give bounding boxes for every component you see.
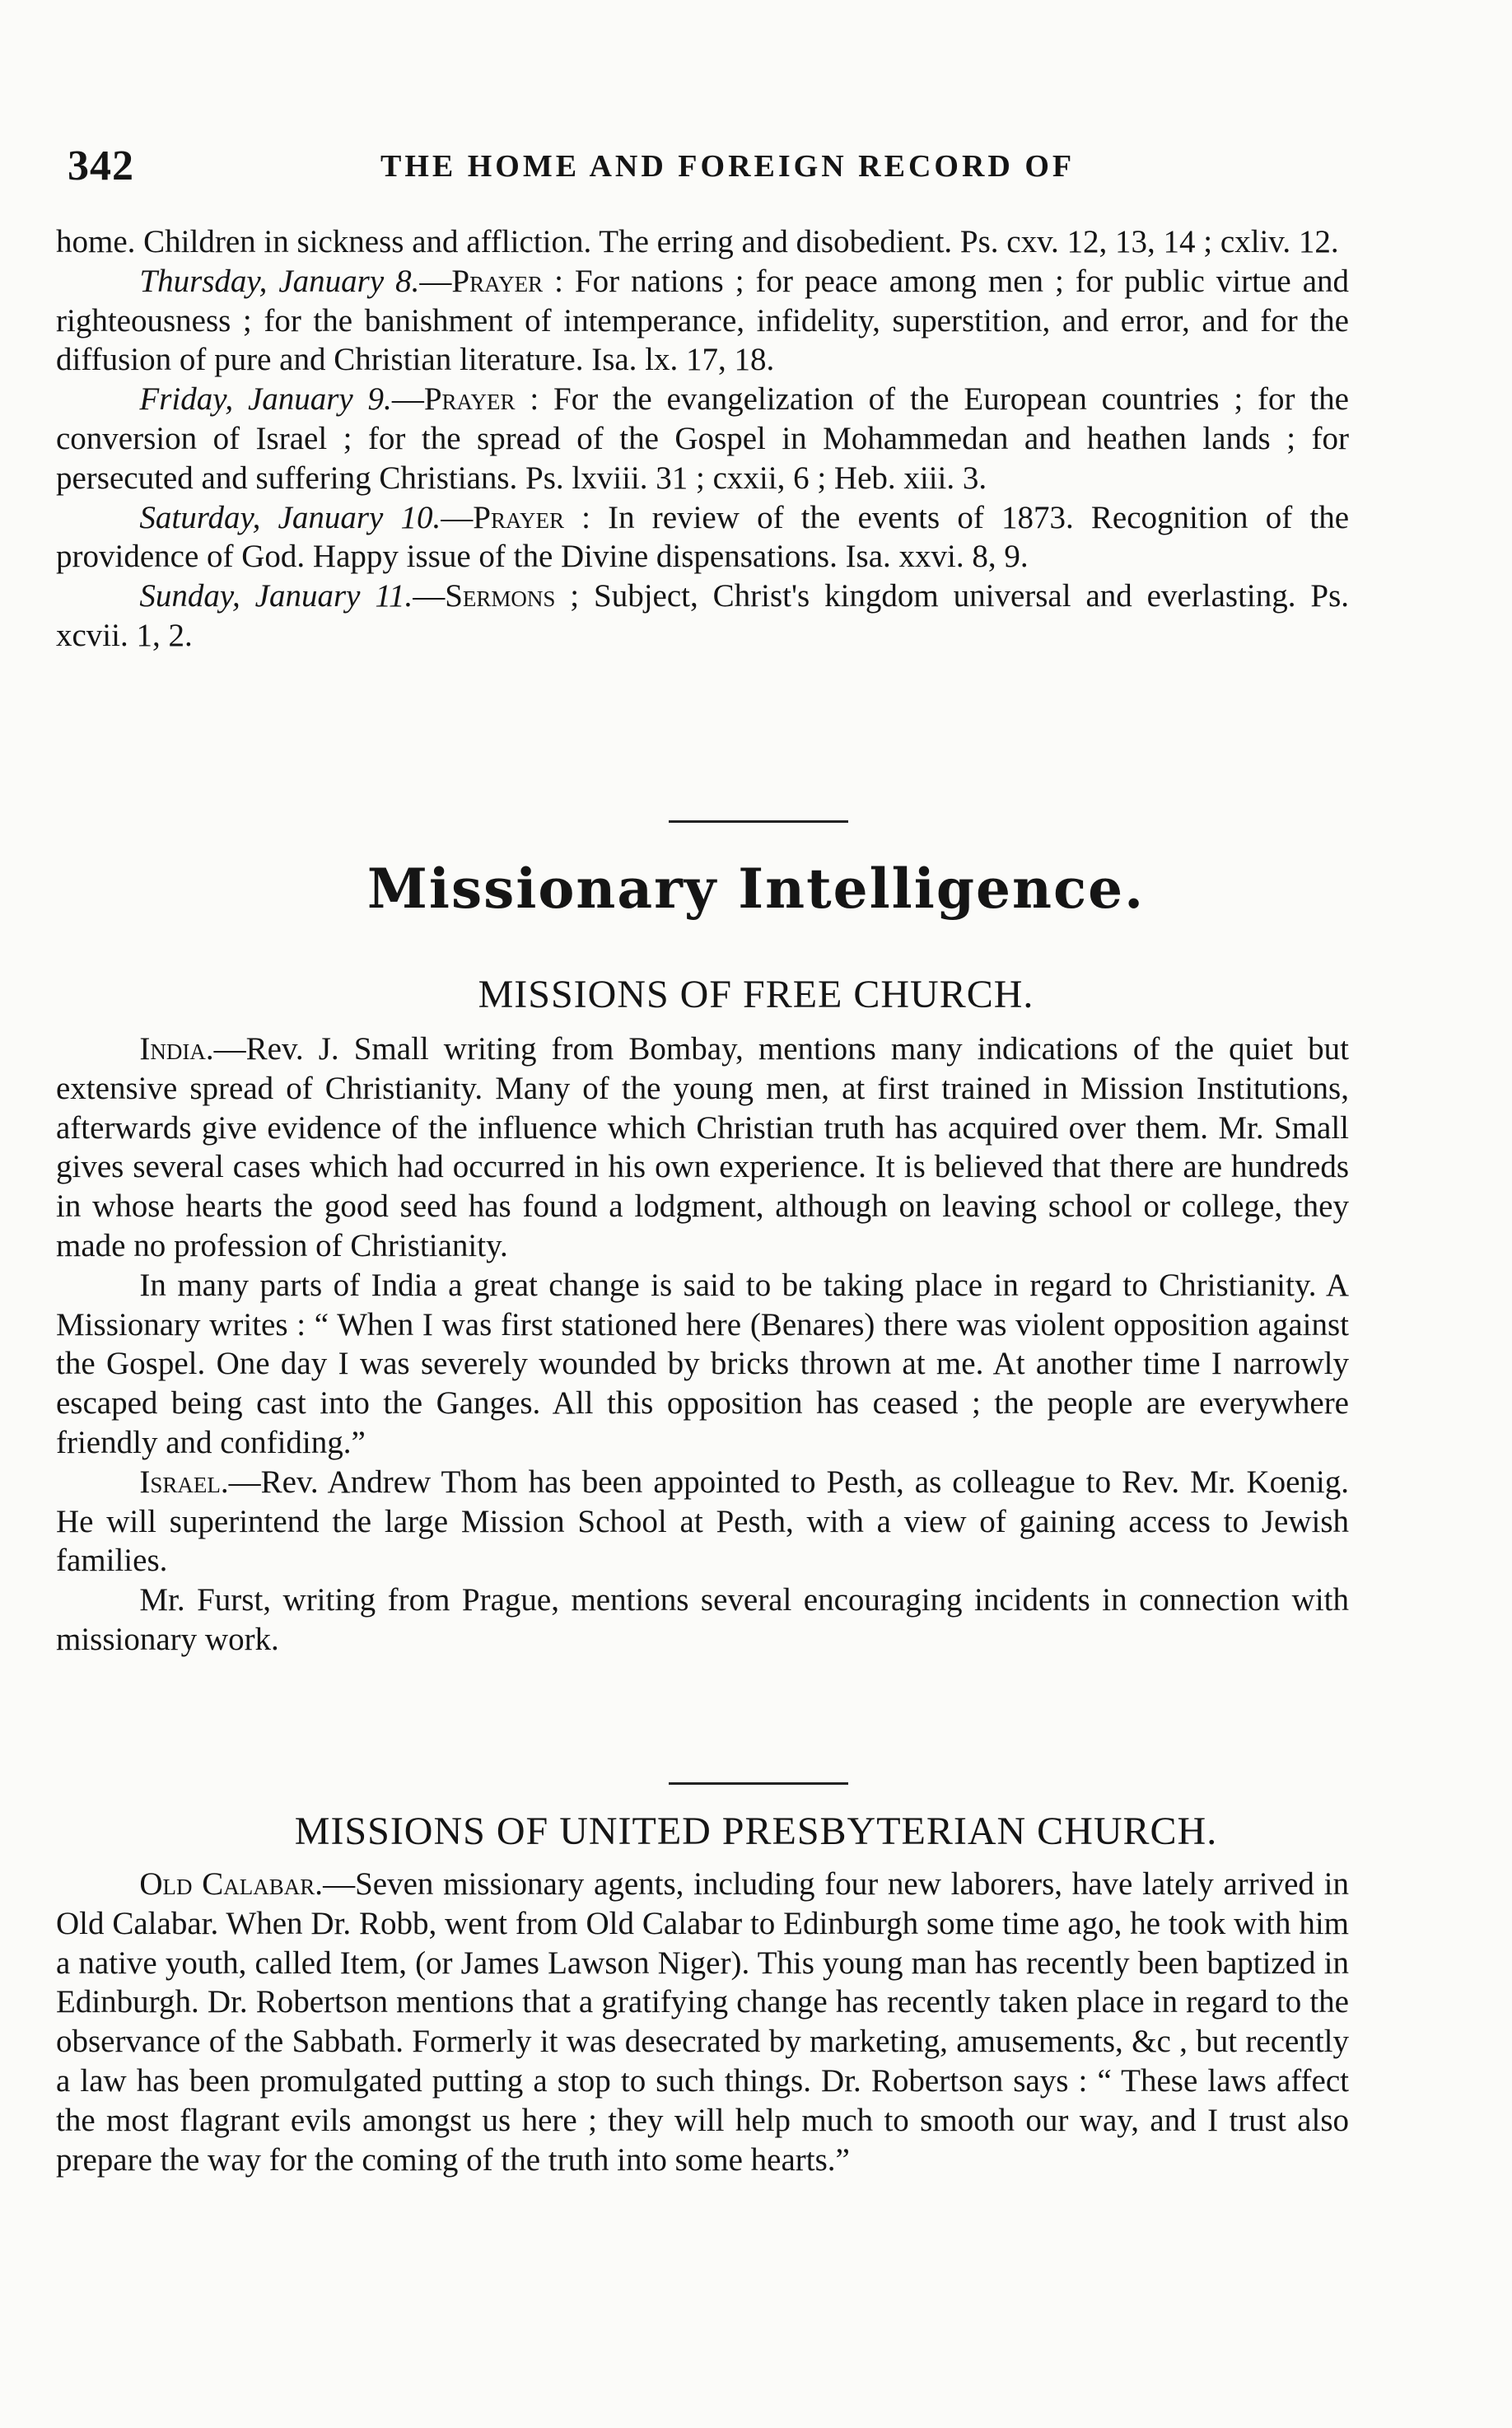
missionary-intelligence-heading: Missionary Intelligence.	[366, 857, 1146, 921]
day-label: —Prayer :	[441, 499, 590, 535]
day-text: For nations ; for peace among men ; for public virtue and righteousness ; for the banishment of intemperance, infidelity, superstition, and error, and for the diffusion of pure and Christian literature. Isa. lx. 17, 18.	[56, 263, 1350, 378]
up-paragraph-old-calabar	[56, 1865, 1349, 2179]
day-name: Friday, January 9.	[139, 381, 392, 418]
page-header	[68, 142, 1352, 191]
paragraph-text: —Rev. J. Small writing from Bombay, mentions many indications of the quiet but extensive spread of Christianity. Many of the young men, at first trained in Mission Institutions, afterwards give evidence of the influence which Christian truth has acquired over them. Mr. Small gives several cases which had occurred in his own experience. It is believed that there are hundreds in whose hearts the good seed has found a lodgment, although on leaving school or college, they made no profession of Christianity.	[56, 1031, 1349, 1263]
free-church-title: MISSIONS OF FREE CHURCH.	[478, 973, 1034, 1016]
united-presbyterian-section	[56, 1865, 1349, 2179]
day-text: Subject, Christ's kingdom universal and everlasting. Ps. xcvii. 1, 2.	[56, 578, 1349, 653]
prayer-day-saturday	[56, 498, 1349, 577]
united-presbyterian-title: MISSIONS OF UNITED PRESBYTERIAN CHURCH.	[294, 1809, 1218, 1853]
paragraph-text: Mr. Furst, writing from Prague, mentions several encouraging incidents in connection with missionary work.	[56, 1582, 1349, 1657]
free-church-paragraph-india-2	[56, 1266, 1349, 1463]
free-church-paragraph-prague	[56, 1581, 1349, 1660]
day-name: Sunday, January 11.	[139, 578, 413, 614]
running-head: THE HOME AND FOREIGN RECORD OF	[380, 149, 1076, 184]
day-name: Saturday, January 10.	[139, 499, 441, 535]
day-label: —Sermons ;	[413, 578, 580, 614]
day-text: In review of the events of 1873. Recognition of the providence of God. Happy issue of the Divine dispensations. Isa. xxvi. 8, 9.	[56, 499, 1350, 575]
section-divider	[669, 1782, 848, 1785]
paragraph-text: —Rev. Andrew Thom has been appointed to Pesth, as colleague to Rev. Mr. Koenig. He will superintend the large Mission School at Pesth, with a view of gaining access to Jewish families.	[56, 1464, 1349, 1579]
day-label: —Prayer :	[419, 263, 563, 299]
prayer-day-friday	[56, 380, 1349, 497]
prayer-day-thursday	[56, 262, 1349, 380]
paragraph-lead: Israel.	[139, 1464, 229, 1500]
paragraph-lead: India.	[139, 1031, 214, 1067]
day-text: For the evangelization of the European countries ; for the conversion of Israel ; for the spread of the Gospel in Mohammedan and heathen lands ; for persecuted and suffering Christians. Ps. lxviii. 31 ; cxxii, 6 ; Heb. xiii. 3.	[56, 381, 1349, 496]
section-divider	[669, 820, 848, 823]
prayer-day-sunday	[56, 577, 1349, 656]
free-church-section	[56, 1030, 1349, 1660]
free-church-paragraph-india	[56, 1030, 1349, 1266]
page-number: 342	[68, 142, 134, 189]
week-of-prayer-section	[56, 222, 1349, 656]
free-church-paragraph-israel	[56, 1463, 1349, 1581]
continuation-paragraph: home. Children in sickness and affliction. The erring and disobedient. Ps. cxv. 12, 13, 14 ; cxliv. 12.	[56, 224, 1339, 259]
paragraph-text: In many parts of India a great change is said to be taking place in regard to Christianity. A Missionary writes : “ When I was first stationed here (Benares) there was violent opposition against the Gospel. One day I was severely wounded by bricks thrown at me. At another time I narrowly escaped being cast into the Ganges. All this opposition has ceased ; the people are everywhere friendly and confiding.”	[56, 1267, 1349, 1460]
day-label: —Prayer :	[391, 381, 539, 418]
paragraph-lead: Old Calabar.	[139, 1866, 324, 1902]
paragraph-text: —Seven missionary agents, including four new laborers, have lately arrived in Old Calabar. When Dr. Robb, went from Old Calabar to Edinburgh some time ago, he took with him a native youth, called Item, (or James Lawson Niger). This young man has recently been baptized in Edinburgh. Dr. Robertson mentions that a gratifying change has recently taken place in regard to the observance of the Sabbath. Formerly it was desecrated by marketing, amusements, &c , but recently a law has been promulgated putting a stop to such things. Dr. Robertson says : “ These laws affect the most flagrant evils amongst us here ; they will help much to smooth our way, and I trust also prepare the way for the coming of the truth into some hearts.”	[56, 1866, 1349, 2178]
day-name: Thursday, January 8.	[139, 263, 420, 299]
